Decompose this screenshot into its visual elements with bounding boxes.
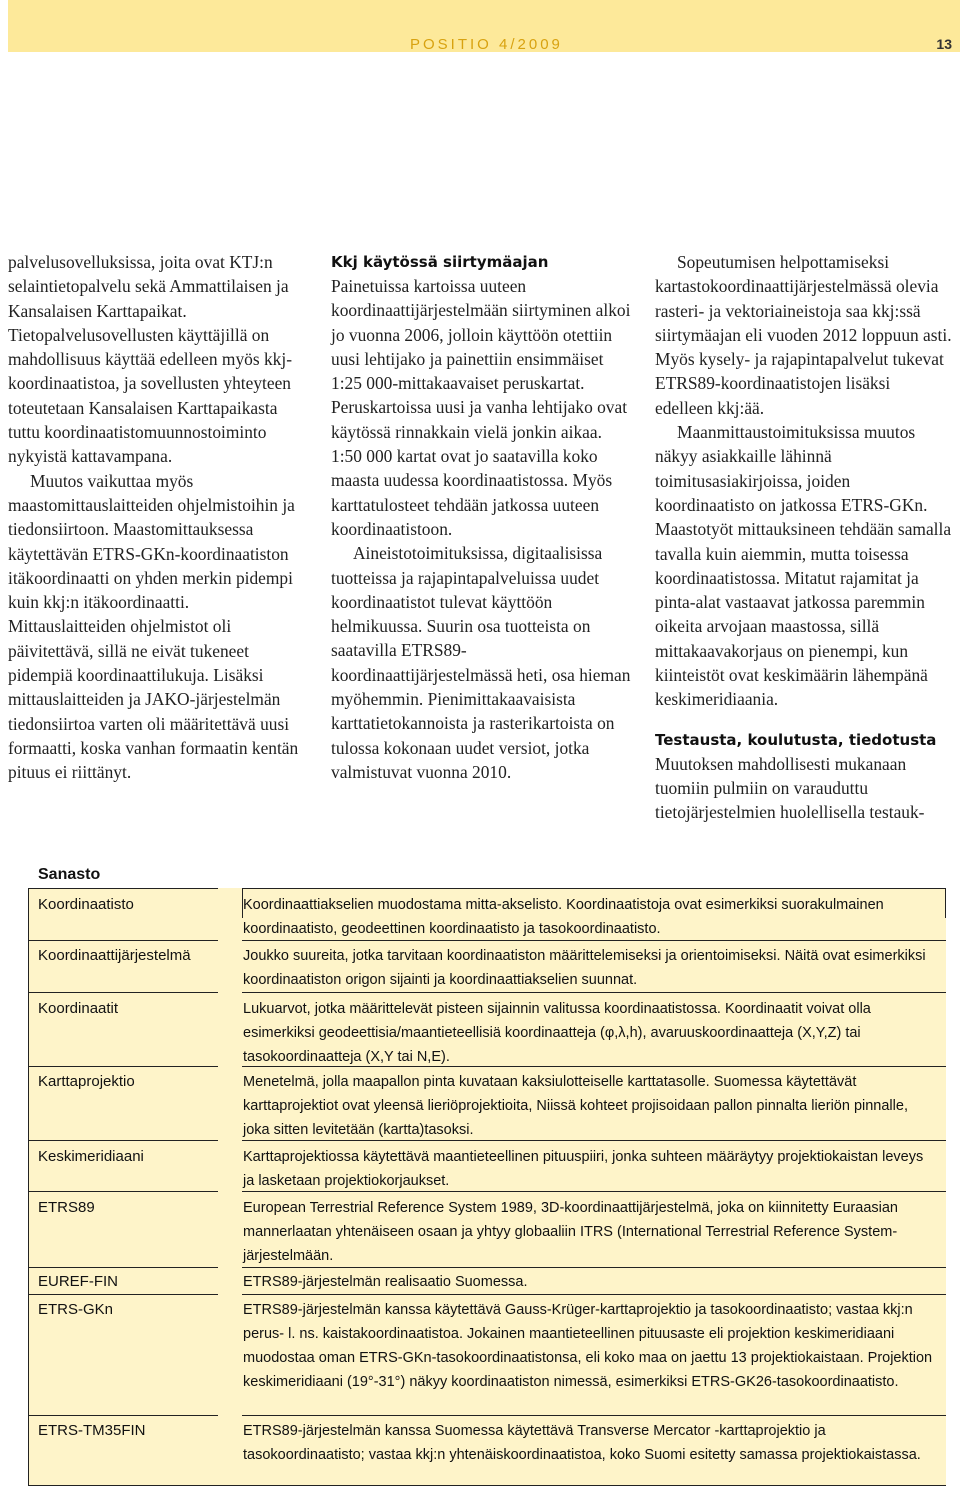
paragraph: Aineistotoimituksissa, digitaalisissa tuotteissa ja rajapintapalveluissa uudet koordinaatistot tulevat käyttöön helmikuussa. Suurin osa tuotteista on saatavilla ETRS89-koordinaattijärjestelmässä heti, osa hieman myöhemmin. Pienimittakaavaisista karttatietokannoista ja rasterikartoista on tulossa kokonaan uudet versiot, jotka valmistuvat vuonna 2010. <box>331 543 631 782</box>
article-column-3 <box>655 250 952 825</box>
glossary-definition: Menetelmä, jolla maapallon pinta kuvataan kaksiulotteiselle karttatasolle. Suomessa käytettävät karttaprojektiot ovat yleensä lieriöprojektioita, Niissä kohteet projisoidaan pallon pinnalta lieriön pinnalle, joka sitten levitetään (kartta)tasoksi. <box>243 1074 908 1138</box>
paragraph: Sopeutumisen helpottamiseksi kartastokoordinaattijärjestelmässä olevia rasteri- ja vektoriaineistoja saa kkj:ssä siirtymäajan eli vuoden 2012 loppuun asti. Myös kysely- ja rajapintapalvelut tukevat ETRS89-koordinaatistojen lisäksi edelleen kkj:ää. <box>655 252 952 418</box>
glossary-term: ETRS89 <box>38 1199 95 1216</box>
glossary-rule <box>28 940 218 941</box>
glossary-rule <box>28 888 218 889</box>
glossary-rule <box>242 1140 946 1141</box>
section-heading: Kkj käytössä siirtymäajan <box>331 253 549 271</box>
publication-title: POSITIO 4/2009 <box>410 36 563 53</box>
paragraph: palvelusovelluksissa, joita ovat KTJ:n selaintietopalvelu sekä Ammattilaisen ja Kansalaisen Karttapaikat. Tietopalvelusovellusten käyttäjillä on mahdollisuus käyttää edelleen myös kkj-koordinaatistoa, ja sovellusten yhteyteen toteutetaan Kansalaisen Karttapaikasta tuttu koordinaatistomuunnostoiminto nykyistä kattavampana. <box>8 252 292 467</box>
glossary-rule <box>242 1415 946 1416</box>
glossary-rule <box>28 1485 946 1486</box>
glossary-border-right <box>945 888 946 918</box>
paragraph: Muutos vaikuttaa myös maastomittauslaitteiden ohjelmistoihin ja tiedonsiirtoon. Maastomittauksessa käytettävän ETRS-GKn-koordinaatiston itäkoordinaatti on yhden merkin pidempi kuin kkj:n itäkoordinaatti. Mittauslaitteiden ohjelmistot oli päivitettävä, sillä ne eivät tukeneet pidempiä koordinaattilukuja. Lisäksi mittauslaitteiden ja JAKO-järjestelmän tiedonsiirtoa varten oli määritettävä uusi formaatti, koska vanhan formaatin kentän pituus ei riittänyt. <box>8 470 299 783</box>
glossary-definition: Karttaprojektiossa käytettävä maantieteellinen pituuspiiri, jonka suhteen määräytyy projektiokaistan leveys ja lasketaan projektiokorjaukset. <box>243 1149 924 1189</box>
glossary-term: ETRS-GKn <box>38 1301 114 1318</box>
page-header <box>8 0 960 52</box>
glossary-definition: ETRS89-järjestelmän realisaatio Suomessa. <box>243 1274 528 1290</box>
glossary-rule <box>242 940 946 941</box>
glossary-rule <box>242 1191 946 1192</box>
glossary-rule <box>28 992 218 993</box>
glossary-rule <box>28 1415 218 1416</box>
glossary-rule <box>242 888 946 889</box>
paragraph: Painetuissa kartoissa uuteen koordinaattijärjestelmään siirtyminen alkoi jo vuonna 2006, jolloin käyttöön otettiin uusi lehtijako ja painettiin ensimmäiset 1:25 000-mittakaavaiset peruskartat. Peruskartoissa uusi ja vanha lehtijako ovat käytössä rinnakkain vielä jonkin aikaa. 1:50 000 kartat ovat jo saatavilla koko maasta uudessa koordinaatistossa. Myös karttatulosteet tehdään jatkossa uuteen koordinaatistoon. <box>331 276 631 539</box>
glossary-rule <box>28 1140 218 1141</box>
glossary-rule <box>28 1066 218 1067</box>
glossary-rule <box>28 1191 218 1192</box>
glossary-definition: European Terrestrial Reference System 1989, 3D-koordinaattijärjestelmä, joka on kiinnitetty Euraasian mannerlaatan yhtenäiseen osaan ja yhtyy globaaliin ITRS (International Terrestrial Reference System-järjestelmään. <box>243 1200 898 1264</box>
glossary-term: Koordinaatit <box>38 1000 119 1017</box>
glossary-title: Sanasto <box>38 866 101 883</box>
glossary-definition: Lukuarvot, jotka määrittelevät pisteen sijainnin valitussa koordinaatistossa. Koordinaatit voivat olla esimerkiksi geodeettisia/maantieteellisiä koordinaatteja (φ,λ,h), avaruuskoordinaatteja (X,Y,Z) tai tasokoordinaatteja (X,Y tai N,E). <box>243 1001 871 1065</box>
glossary-term: EUREF-FIN <box>38 1273 118 1290</box>
article-column-1 <box>8 250 304 785</box>
glossary-term: Keskimeridiaani <box>38 1148 144 1165</box>
glossary-rule <box>242 1267 946 1268</box>
glossary-rule <box>242 1294 946 1295</box>
glossary-term: ETRS-TM35FIN <box>38 1422 146 1439</box>
glossary-definition: Joukko suureita, jotka tarvitaan koordinaatiston määrittelemiseksi ja orientoimiseksi. Näitä ovat esimerkiksi koordinaatiston origon sijainti ja koordinaattiakselien suunnat. <box>243 948 926 988</box>
glossary-term: Koordinaatisto <box>38 896 134 913</box>
paragraph: Maanmittaustoimituksissa muutos näkyy asiakkaille lähinnä toimitusasiakirjoissa, joiden koordinaatisto on jatkossa ETRS-GKn. Maastotyöt mittauksineen tehdään samalla tavalla kuin aiemmin, mutta toisessa koordinaatistossa. Mitatut rajamitat ja pinta-alat vastaavat jatkossa paremmin oikeita arvojaan maastossa, sillä mittakaavakorjaus on pienempi, kun kiinteistöt ovat keskimäärin lähempänä keskimeridiaania. <box>655 422 952 710</box>
glossary-definition: ETRS89-järjestelmän kanssa Suomessa käytettävä Transverse Mercator -karttaprojektio ja tasokoordinaatisto; vastaa kkj:n yhtenäiskoordinaatistoa, koko Suomi esitetty samassa projektiokaistassa. <box>243 1423 921 1463</box>
glossary-term: Koordinaattijärjestelmä <box>38 947 191 964</box>
paragraph: Muutoksen mahdollisesti mukanaan tuomiin pulmiin on varauduttu tietojärjestelmien huolellisella testauk- <box>655 753 925 823</box>
glossary-definition: Koordinaattiakselien muodostama mitta-akselisto. Koordinaatistoja ovat esimerkiksi suorakulmainen koordinaatisto, geodeettinen koordinaatisto ja tasokoordinaatisto. <box>243 897 884 937</box>
glossary-rule <box>28 1294 218 1295</box>
glossary-rule <box>242 992 946 993</box>
glossary-definition: ETRS89-järjestelmän kanssa käytettävä Gauss-Krüger-karttaprojektio ja tasokoordinaatisto; vastaa kkj:n perus- l. ns. kaistakoordinaatistoa. Jokainen maantieteellinen pituusaste eli projektion keskimeridiaani muodostaa oman ETRS-GKn-tasokoordinaatistonsa, eli koko maa on jaettu 13 projektiokaistaan. Projektion keskimeridiaani (19°-31°) näkyy koordinaatiston nimessä, esimerkiksi ETRS-GK26-tasokoordinaatisto. <box>243 1302 933 1390</box>
page-number: 13 <box>936 36 952 52</box>
glossary-term: Karttaprojektio <box>38 1073 135 1090</box>
article-column-2 <box>331 250 631 784</box>
glossary-box <box>28 888 946 1486</box>
glossary-rule <box>242 1066 946 1067</box>
glossary-border-left <box>28 888 29 1486</box>
glossary-rule <box>28 1267 218 1268</box>
section-heading: Testausta, koulutusta, tiedotusta <box>655 730 937 749</box>
